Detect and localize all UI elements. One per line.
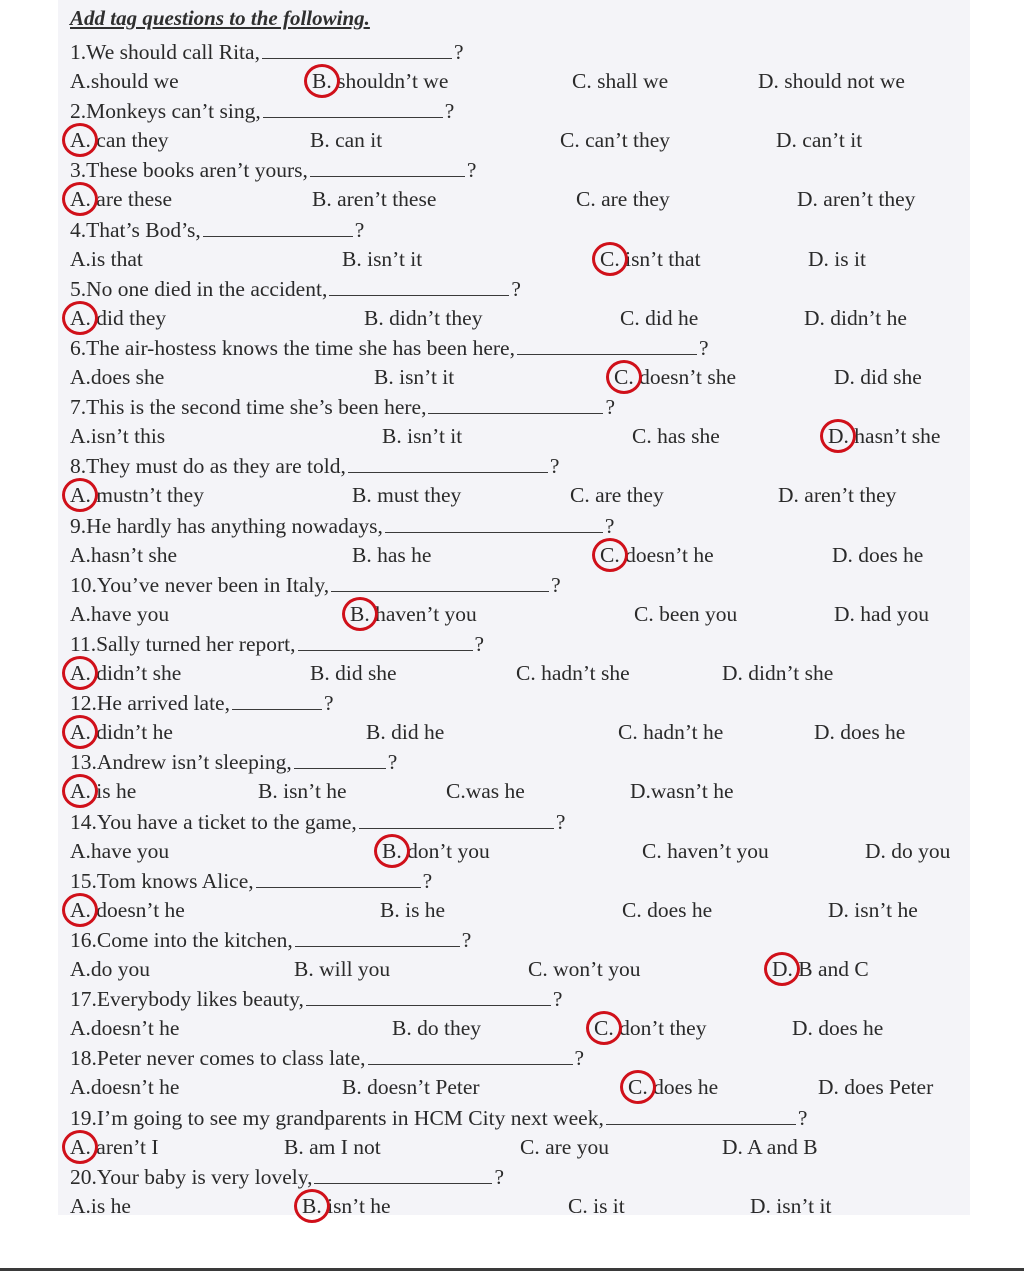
question-mark: ?	[354, 217, 365, 242]
answer-blank[interactable]	[298, 632, 473, 651]
option-c[interactable]: C. won’t you	[528, 957, 641, 981]
question-10	[70, 571, 561, 599]
option-d[interactable]: D. isn’t it	[750, 1193, 832, 1218]
answer-blank[interactable]	[294, 750, 386, 769]
question-mark: ?	[494, 1164, 505, 1189]
answer-blank[interactable]	[295, 928, 460, 947]
option-a[interactable]: A.isn’t this	[70, 424, 166, 449]
question-number: 19.	[70, 1105, 97, 1130]
options-row-2	[0, 125, 1024, 155]
option-c[interactable]: C. isn’t that	[600, 246, 701, 271]
option-d[interactable]: D. aren’t they	[778, 483, 897, 508]
question-text: Peter never comes to class late,	[96, 1046, 366, 1071]
option-c[interactable]: C. is it	[568, 1193, 625, 1218]
option-d[interactable]: D. aren’t they	[797, 187, 916, 212]
option-b[interactable]: B. don’t you	[382, 838, 490, 863]
option-a[interactable]: A. can they	[70, 128, 169, 153]
question-text: Tom knows Alice,	[96, 868, 254, 893]
option-b[interactable]: B. must they	[352, 483, 462, 508]
option-b[interactable]: B. isn’t he	[302, 1193, 391, 1218]
options-row-6	[0, 362, 1024, 392]
question-11	[70, 630, 484, 658]
question-3	[70, 156, 476, 184]
options-row-18	[0, 1072, 1024, 1102]
option-c[interactable]: C. did he	[620, 305, 699, 330]
question-text: Andrew isn’t sleeping,	[96, 750, 292, 775]
option-b[interactable]: B. doesn’t Peter	[342, 1075, 480, 1100]
question-text: Come into the kitchen,	[96, 928, 293, 952]
question-mark: ?	[698, 336, 709, 360]
option-b[interactable]: B. do they	[392, 1016, 481, 1041]
question-mark: ?	[453, 40, 464, 64]
options-row-17	[0, 1013, 1024, 1043]
question-mark: ?	[461, 928, 472, 952]
option-a[interactable]: A. didn’t he	[70, 720, 173, 745]
option-d[interactable]: D. B and C	[772, 957, 869, 981]
question-number: 18.	[70, 1046, 97, 1071]
question-number: 16.	[70, 928, 97, 952]
option-b[interactable]: B. can it	[310, 128, 383, 153]
option-c[interactable]: C. hadn’t she	[516, 661, 630, 685]
option-d[interactable]: D. A and B	[722, 1134, 818, 1159]
options-row-1	[0, 66, 1024, 96]
option-b[interactable]: B. did she	[310, 661, 397, 685]
options-row-7	[0, 421, 1024, 451]
question-number: 7.	[70, 395, 87, 420]
question-mark: ?	[422, 868, 433, 893]
options-row-9	[0, 540, 1024, 570]
option-b[interactable]: B. did he	[366, 720, 445, 745]
answer-blank[interactable]	[331, 573, 549, 592]
answer-blank[interactable]	[256, 869, 421, 888]
question-text: That’s Bod’s,	[86, 217, 201, 242]
option-d[interactable]: D.wasn’t he	[630, 779, 734, 804]
option-a[interactable]: A.have you	[70, 601, 170, 626]
question-number: 17.	[70, 987, 97, 1012]
option-a[interactable]: A. aren’t I	[70, 1134, 159, 1159]
option-c[interactable]: C.was he	[446, 779, 525, 804]
option-a[interactable]: A.doesn’t he	[70, 1016, 180, 1041]
question-text: This is the second time she’s been here,	[86, 395, 427, 420]
question-mark: ?	[552, 987, 563, 1012]
question-text: Monkeys can’t sing,	[86, 99, 261, 124]
question-mark: ?	[605, 395, 615, 420]
option-c[interactable]: C. doesn’t he	[600, 542, 714, 567]
question-text: You have a ticket to the game,	[96, 809, 357, 834]
question-text: Sally turned her report,	[96, 632, 296, 656]
option-a[interactable]: A.do you	[70, 957, 151, 981]
option-c[interactable]: C. does he	[628, 1075, 719, 1100]
option-c[interactable]: C. does he	[622, 897, 713, 922]
question-number: 6.	[70, 336, 87, 360]
options-row-5	[0, 303, 1024, 333]
option-c[interactable]: C. doesn’t she	[614, 365, 737, 389]
answer-blank[interactable]	[262, 40, 452, 59]
question-number: 3.	[70, 158, 87, 183]
option-d[interactable]: D. does Peter	[818, 1075, 934, 1100]
question-number: 14.	[70, 809, 97, 834]
option-a[interactable]: A.does she	[70, 365, 165, 389]
option-c[interactable]: C. haven’t you	[642, 838, 769, 863]
option-a[interactable]: A.is that	[70, 246, 143, 271]
question-8	[70, 452, 559, 480]
option-c[interactable]: C. are you	[520, 1134, 609, 1159]
option-a[interactable]: A.hasn’t she	[70, 542, 178, 567]
answer-blank[interactable]	[263, 99, 443, 118]
question-mark: ?	[444, 99, 455, 124]
question-number: 9.	[70, 513, 87, 538]
question-mark: ?	[511, 276, 521, 301]
options-row-4	[0, 244, 1024, 274]
option-d[interactable]: D. should not we	[758, 69, 905, 93]
option-b[interactable]: B. isn’t he	[258, 779, 347, 804]
question-number: 10.	[70, 572, 97, 597]
question-mark: ?	[551, 572, 561, 597]
option-a[interactable]: A. did they	[70, 305, 167, 330]
option-c[interactable]: C. don’t they	[594, 1016, 707, 1041]
question-16	[70, 926, 471, 954]
option-d[interactable]: D. isn’t he	[828, 897, 918, 922]
question-text: I’m going to see my grandparents in HCM City next week,	[96, 1105, 604, 1130]
options-row-20	[0, 1191, 1024, 1221]
question-mark: ?	[604, 513, 615, 538]
option-c[interactable]: C. has she	[632, 424, 720, 449]
question-20	[70, 1163, 504, 1191]
question-text: Your baby is very lovely,	[96, 1164, 313, 1189]
option-a[interactable]: A.is he	[70, 1193, 131, 1218]
option-d[interactable]: D. had you	[834, 601, 929, 626]
option-a[interactable]: A. is he	[70, 779, 137, 804]
options-row-3	[0, 184, 1024, 214]
question-5	[70, 275, 521, 303]
options-row-11	[0, 658, 1024, 688]
options-row-19	[0, 1132, 1024, 1162]
answer-blank[interactable]	[310, 158, 465, 177]
question-mark: ?	[555, 809, 566, 834]
question-text: We should call Rita,	[86, 40, 260, 64]
question-text: He hardly has anything nowadays,	[86, 513, 383, 538]
answer-blank[interactable]	[368, 1046, 573, 1065]
question-text: They must do as they are told,	[86, 454, 346, 479]
answer-blank[interactable]	[606, 1106, 796, 1125]
question-1	[70, 38, 464, 66]
options-row-8	[0, 480, 1024, 510]
answer-blank[interactable]	[517, 336, 697, 355]
answer-blank[interactable]	[359, 810, 554, 829]
question-text: You’ve never been in Italy,	[96, 572, 330, 597]
option-a[interactable]: A.have you	[70, 838, 170, 863]
option-d[interactable]: D. do you	[865, 838, 951, 863]
option-d[interactable]: D. does he	[832, 542, 924, 567]
question-text: No one died in the accident,	[86, 276, 328, 301]
question-number: 11.	[70, 632, 97, 656]
question-12	[70, 689, 334, 717]
question-number: 15.	[70, 868, 97, 893]
option-b[interactable]: B. haven’t you	[350, 601, 477, 626]
option-c[interactable]: C. hadn’t he	[618, 720, 724, 745]
option-b[interactable]: B. didn’t they	[364, 305, 483, 330]
option-b[interactable]: B. am I not	[284, 1134, 381, 1159]
option-a[interactable]: A. are these	[70, 187, 173, 212]
option-b[interactable]: B. isn’t it	[382, 424, 463, 449]
option-d[interactable]: D. didn’t he	[804, 305, 907, 330]
question-6	[70, 334, 709, 362]
question-number: 4.	[70, 217, 87, 242]
question-number: 2.	[70, 99, 87, 124]
answer-blank[interactable]	[306, 987, 551, 1006]
question-number: 13.	[70, 750, 97, 775]
question-17	[70, 985, 562, 1013]
question-mark: ?	[549, 454, 560, 479]
answer-blank[interactable]	[348, 454, 548, 473]
question-mark: ?	[574, 1046, 585, 1071]
option-d[interactable]: D. didn’t she	[722, 661, 834, 685]
option-c[interactable]: C. been you	[634, 601, 738, 626]
option-a[interactable]: A. mustn’t they	[70, 483, 204, 508]
question-14	[70, 808, 565, 836]
option-b[interactable]: B. has he	[352, 542, 432, 567]
option-b[interactable]: B. will you	[294, 957, 391, 981]
question-text: The air-hostess knows the time she has been here,	[86, 336, 515, 360]
option-c[interactable]: C. are they	[570, 483, 664, 508]
option-b[interactable]: B. isn’t it	[342, 246, 423, 271]
options-row-14	[0, 836, 1024, 866]
option-d[interactable]: D. is it	[808, 246, 866, 271]
option-d[interactable]: D. did she	[834, 365, 922, 389]
option-a[interactable]: A.should we	[70, 69, 179, 93]
question-number: 12.	[70, 691, 97, 716]
option-a[interactable]: A. doesn’t he	[70, 897, 185, 922]
options-row-10	[0, 599, 1024, 629]
question-19	[70, 1104, 807, 1132]
answer-blank[interactable]	[232, 691, 322, 710]
option-b[interactable]: B. isn’t it	[374, 365, 455, 389]
question-text: Everybody likes beauty,	[96, 987, 304, 1012]
question-text: He arrived late,	[96, 691, 230, 716]
option-d[interactable]: D. can’t it	[776, 128, 863, 153]
answer-blank[interactable]	[203, 218, 353, 237]
question-number: 1.	[70, 40, 87, 64]
question-15	[70, 867, 432, 895]
worksheet-title: Add tag questions to the following.	[70, 6, 370, 30]
question-18	[70, 1044, 584, 1072]
options-row-15	[0, 895, 1024, 925]
question-mark: ?	[387, 750, 398, 775]
question-number: 5.	[70, 276, 87, 301]
question-mark: ?	[474, 632, 485, 656]
option-d[interactable]: D. hasn’t she	[828, 424, 941, 449]
answer-blank[interactable]	[385, 514, 603, 533]
question-9	[70, 512, 614, 540]
question-mark: ?	[323, 691, 334, 716]
question-4	[70, 216, 364, 244]
option-c[interactable]: C. are they	[576, 187, 670, 212]
options-row-16	[0, 954, 1024, 984]
option-a[interactable]: A.doesn’t he	[70, 1075, 180, 1100]
question-mark: ?	[466, 158, 477, 183]
option-b[interactable]: B. aren’t these	[312, 187, 437, 212]
answer-blank[interactable]	[314, 1165, 492, 1184]
option-b[interactable]: B. is he	[380, 897, 446, 922]
option-b[interactable]: B. shouldn’t we	[312, 69, 449, 93]
options-row-13	[0, 776, 1024, 806]
question-13	[70, 748, 397, 776]
option-d[interactable]: D. does he	[814, 720, 906, 745]
option-c[interactable]: C. can’t they	[560, 128, 671, 153]
answer-blank[interactable]	[428, 395, 603, 414]
page-bottom-rule	[0, 1268, 1024, 1271]
options-row-12	[0, 717, 1024, 747]
option-d[interactable]: D. does he	[792, 1016, 884, 1041]
question-text: These books aren’t yours,	[86, 158, 308, 183]
question-number: 20.	[70, 1164, 97, 1189]
question-2	[70, 97, 454, 125]
option-a[interactable]: A. didn’t she	[70, 661, 182, 685]
answer-blank[interactable]	[329, 277, 509, 296]
question-7	[70, 393, 615, 421]
question-number: 8.	[70, 454, 87, 479]
option-c[interactable]: C. shall we	[572, 69, 669, 93]
question-mark: ?	[797, 1105, 808, 1130]
